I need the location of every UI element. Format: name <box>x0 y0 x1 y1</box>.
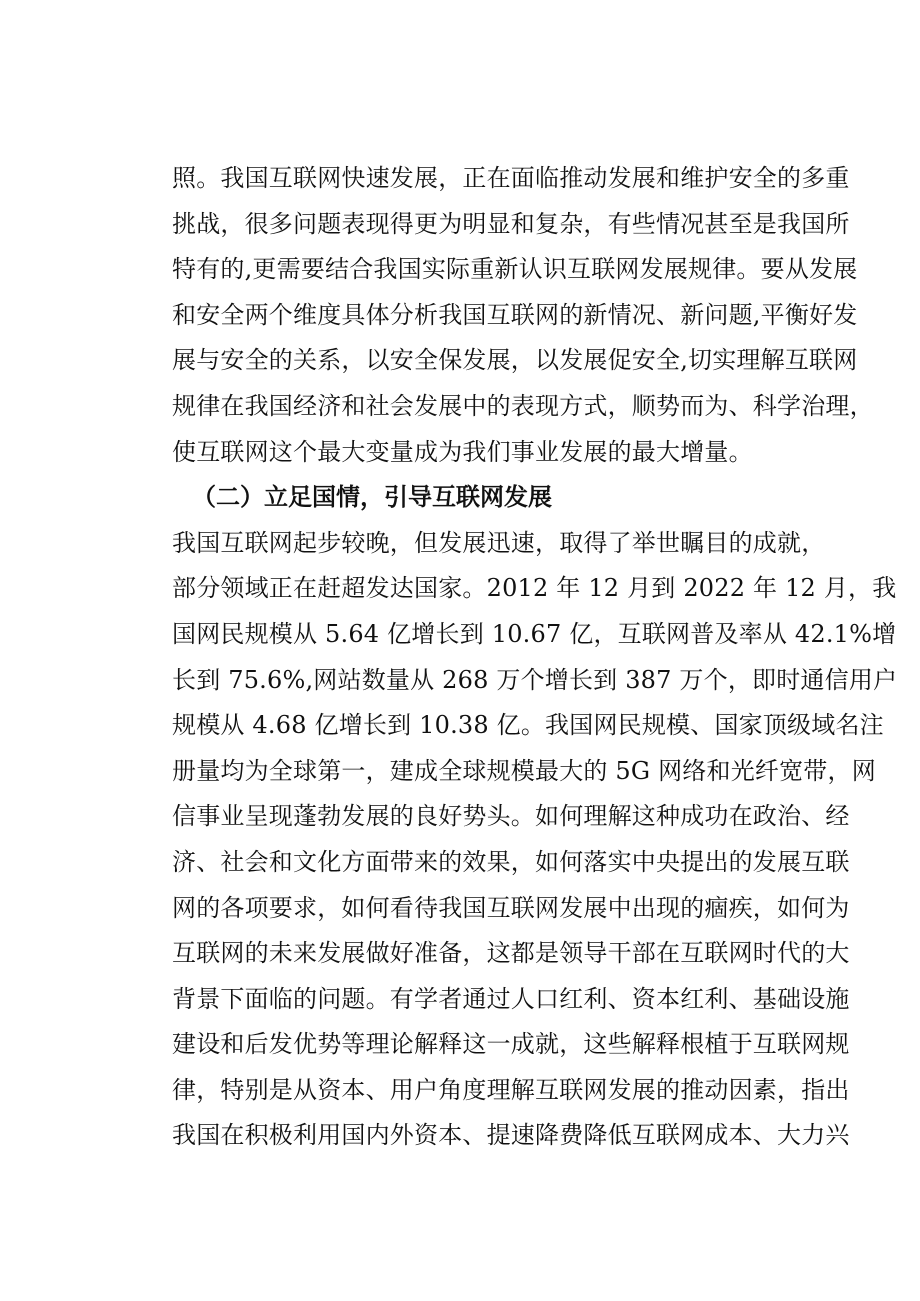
paragraph-line: 信事业呈现蓬勃发展的良好势头。如何理解这种成功在政治、经 <box>172 802 850 831</box>
paragraph-line: 我国互联网起步较晚，但发展迅速，取得了举世瞩目的成就， <box>172 528 826 557</box>
paragraph-line: 规律在我国经济和社会发展中的表现方式，顺势而为、科学治理， <box>172 391 874 420</box>
paragraph-line: 使互联网这个最大变量成为我们事业发展的最大增量。 <box>172 437 753 466</box>
document-page <box>172 156 898 1159</box>
paragraph-line: 照。我国互联网快速发展，正在面临推动发展和维护安全的多重 <box>172 164 850 192</box>
paragraph-1 <box>172 156 874 475</box>
paragraph-line: 挑战，很多问题表现得更为明显和复杂，有些情况甚至是我国所 <box>172 209 850 238</box>
paragraph-line: 长到 75.6%,网站数量从 268 万个增长到 387 万个，即时通信用户 <box>172 665 898 694</box>
paragraph-line: 部分领域正在赶超发达国家。2012 年 12 月到 2022 年 12 月，我 <box>172 574 897 603</box>
paragraph-line: 规模从 4.68 亿增长到 10.38 亿。我国网民规模、国家顶级域名注 <box>172 711 884 740</box>
paragraph-line: 展与安全的关系，以安全保发展，以发展促安全,切实理解互联网 <box>172 346 858 375</box>
paragraph-line: 国网民规模从 5.64 亿增长到 10.67 亿，互联网普及率从 42.1%增 <box>172 619 897 648</box>
paragraph-line: 和安全两个维度具体分析我国互联网的新情况、新问题,平衡好发 <box>172 300 858 329</box>
paragraph-line: 济、社会和文化方面带来的效果，如何落实中央提出的发展互联 <box>172 847 850 876</box>
paragraph-line: 互联网的未来发展做好准备，这都是领导干部在互联网时代的大 <box>172 939 850 968</box>
paragraph-line: 册量均为全球第一，建成全球规模最大的 5G 网络和光纤宽带，网 <box>172 756 876 785</box>
paragraph-2 <box>172 521 898 1159</box>
section-heading: （二）立足国情，引导互联网发展 <box>192 483 552 512</box>
paragraph-line: 背景下面临的问题。有学者通过人口红利、资本红利、基础设施 <box>172 984 850 1013</box>
paragraph-line: 网的各项要求，如何看待我国互联网发展中出现的痼疾，如何为 <box>172 893 850 922</box>
paragraph-line: 律，特别是从资本、用户角度理解互联网发展的推动因素，指出 <box>172 1075 850 1104</box>
paragraph-line: 特有的,更需要结合我国实际重新认识互联网发展规律。要从发展 <box>172 255 858 284</box>
paragraph-line: 建设和后发优势等理论解释这一成就，这些解释根植于互联网规 <box>172 1030 850 1059</box>
paragraph-line: 我国在积极利用国内外资本、提速降费降低互联网成本、大力兴 <box>172 1121 850 1150</box>
